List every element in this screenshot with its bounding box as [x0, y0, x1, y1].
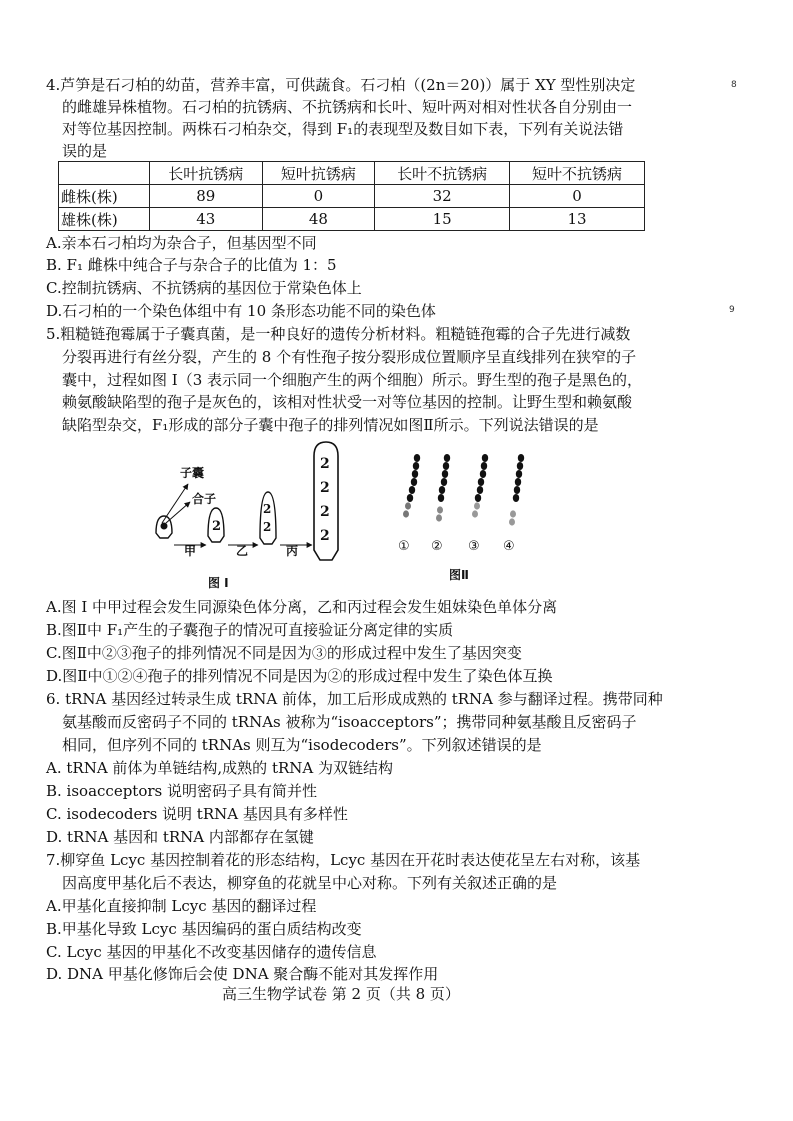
margin-number: 9: [729, 305, 735, 315]
spore-number: ④: [503, 539, 515, 554]
q7-option-c: C. Lcyc 基因的甲基化不改变基因储存的遗传信息: [46, 943, 377, 961]
q4-option-a: A.亲本石刁柏均为杂合子，但基因型不同: [46, 234, 317, 252]
figure-1: [150, 438, 360, 593]
q6-option-a: A. tRNA 前体为单链结构,成熟的 tRNA 为双链结构: [46, 759, 394, 777]
spore-number: ③: [468, 539, 480, 554]
figure-2: [395, 450, 535, 585]
table-cell: 89: [150, 185, 263, 208]
label-ascus: 子囊: [180, 466, 205, 480]
q6-option-b: B. isoacceptors 说明密码子具有简并性: [46, 782, 318, 800]
table-header-row: [59, 162, 645, 185]
q4-stem-line: 4.芦笋是石刁柏的幼苗，营养丰富，可供蔬食。石刁柏（(2n＝20)）属于 XY 型性别决定: [46, 76, 636, 94]
margin-number: 8: [731, 80, 737, 90]
spore-number: ①: [398, 539, 410, 554]
q5-option-d: D.图Ⅱ中①②④孢子的排列情况不同是因为②的形成过程中发生了染色体互换: [46, 667, 553, 685]
table-row: [59, 185, 645, 208]
q5-stem-line: 囊中，过程如图 I（3 表示同一个细胞产生的两个细胞）所示。野生型的孢子是黑色的，: [62, 371, 643, 389]
svg-text:2: 2: [263, 502, 272, 516]
spore-chain: [436, 454, 450, 522]
page-footer: 高三生物学试卷 第 2 页（共 8 页）: [222, 985, 460, 1003]
q7-stem-line: 7.柳穿鱼 Lcyc 基因控制着花的形态结构，Lcyc 基因在开花时表达使花呈左右对称，该基: [46, 851, 641, 869]
q5-stem-line: 5.粗糙链孢霉属于子囊真菌，是一种良好的遗传分析材料。粗糙链孢霉的合子先进行减数: [46, 325, 631, 343]
q4-stem-line: 误的是: [62, 142, 108, 160]
q6-stem-line: 相同，但序列不同的 tRNAs 则互为“isodecoders”。下列叙述错误的是: [62, 736, 542, 754]
step-label: 丙: [286, 544, 299, 558]
svg-text:2: 2: [320, 456, 330, 472]
q4-option-d: D.石刁柏的一个染色体组中有 10 条形态功能不同的染色体: [46, 302, 436, 320]
svg-text:2: 2: [320, 480, 330, 496]
label-zygote: 合子: [192, 492, 217, 506]
table-cell: 43: [150, 208, 263, 231]
figure-2-caption: 图Ⅱ: [449, 568, 469, 582]
table-header-cell: 短叶不抗锈病: [510, 162, 645, 185]
table-cell: 0: [262, 185, 375, 208]
spore-chain: [472, 454, 488, 518]
table-header-cell: 长叶不抗锈病: [375, 162, 510, 185]
q7-option-d: D. DNA 甲基化修饰后会使 DNA 聚合酶不能对其发挥作用: [46, 965, 439, 983]
q4-data-table: [58, 161, 645, 231]
svg-text:2: 2: [320, 504, 330, 520]
figure-1-caption: 图 I: [208, 576, 229, 590]
q4-option-b: B. F₁ 雌株中纯合子与杂合子的比值为 1：5: [46, 256, 337, 274]
spore-number: ②: [431, 539, 443, 554]
q6-stem-line: 氨基酸而反密码子不同的 tRNAs 被称为“isoacceptors”；携带同种氨基酸且反密码子: [62, 713, 637, 731]
svg-text:2: 2: [263, 520, 272, 534]
step-label: 乙: [236, 544, 249, 558]
q4-stem-line: 对等位基因控制。两株石刁柏杂交，得到 F₁的表现型及数目如下表，下列有关说法错: [62, 120, 624, 138]
q7-stem-line: 因高度甲基化后不表达，柳穿鱼的花就呈中心对称。下列有关叙述正确的是: [62, 874, 558, 892]
spore-chain: [403, 454, 420, 518]
q4-option-c: C.控制抗锈病、不抗锈病的基因位于常染色体上: [46, 279, 362, 297]
q6-option-c: C. isodecoders 说明 tRNA 基因具有多样性: [46, 805, 348, 823]
svg-text:2: 2: [212, 519, 222, 534]
q6-option-d: D. tRNA 基因和 tRNA 内部都存在氢键: [46, 828, 314, 846]
svg-text:2: 2: [320, 528, 330, 544]
q7-option-a: A.甲基化直接抑制 Lcyc 基因的翻译过程: [46, 897, 317, 915]
figure-1-diagram: [150, 438, 360, 593]
q5-stem-line: 分裂再进行有丝分裂，产生的 8 个有性孢子按分裂形成位置顺序呈直线排列在狭窄的子: [62, 348, 637, 366]
spore-chain: [509, 454, 524, 526]
step-label: 甲: [184, 544, 197, 558]
table-header-cell: [59, 162, 150, 185]
table-row-label: 雌株(株): [59, 185, 150, 208]
q5-option-c: C.图Ⅱ中②③孢子的排列情况不同是因为③的形成过程中发生了基因突变: [46, 644, 522, 662]
q7-option-b: B.甲基化导致 Lcyc 基因编码的蛋白质结构改变: [46, 920, 362, 938]
table-cell: 13: [510, 208, 645, 231]
table-cell: 0: [510, 185, 645, 208]
table-cell: 48: [262, 208, 375, 231]
q5-stem-line: 缺陷型杂交，F₁形成的部分子囊中孢子的排列情况如图Ⅱ所示。下列说法错误的是: [62, 416, 599, 434]
q5-stem-line: 赖氨酸缺陷型的孢子是灰色的，该相对性状受一对等位基因的控制。让野生型和赖氨酸: [62, 393, 633, 411]
table-cell: 32: [375, 185, 510, 208]
table-row-label: 雄株(株): [59, 208, 150, 231]
table-cell: 15: [375, 208, 510, 231]
table-header-cell: 长叶抗锈病: [150, 162, 263, 185]
q5-option-b: B.图Ⅱ中 F₁产生的子囊孢子的情况可直接验证分离定律的实质: [46, 621, 454, 639]
q5-option-a: A.图 I 中甲过程会发生同源染色体分离，乙和丙过程会发生姐妹染色单体分离: [46, 598, 558, 616]
table-row: [59, 208, 645, 231]
table-header-cell: 短叶抗锈病: [262, 162, 375, 185]
q4-stem-line: 的雌雄异株植物。石刁柏的抗锈病、不抗锈病和长叶、短叶两对相对性状各自分别由一: [62, 98, 633, 116]
q6-stem-line: 6. tRNA 基因经过转录生成 tRNA 前体，加工后形成成熟的 tRNA 参与翻译过程。携带同种: [46, 690, 663, 708]
